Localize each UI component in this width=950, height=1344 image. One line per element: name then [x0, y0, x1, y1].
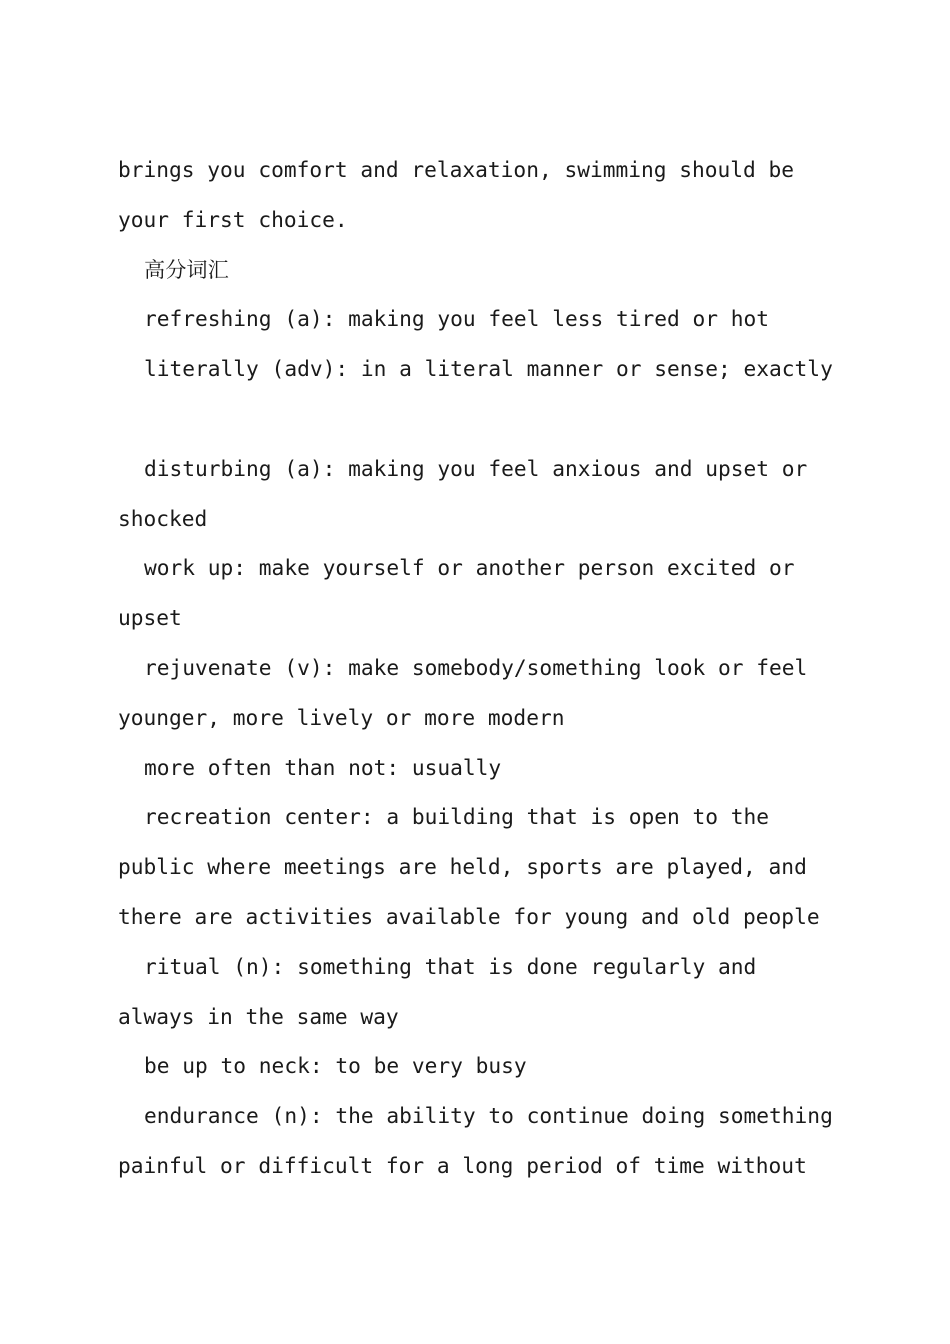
paragraph-line: your first choice. — [118, 206, 348, 232]
vocab-entry-work-up: work up: make yourself or another person excited or — [144, 555, 795, 581]
vocab-entry-recreation-center: recreation center: a building that is open to the — [144, 804, 770, 830]
vocab-entry-more-often: more often than not: usually — [144, 754, 502, 780]
vocab-entry-refreshing: refreshing (a): making you feel less tired or hot — [144, 306, 770, 332]
vocab-entry-endurance-cont: painful or difficult for a long period of time without — [118, 1152, 807, 1178]
vocab-entry-disturbing: disturbing (a): making you feel anxious and upset or — [144, 455, 808, 481]
vocab-entry-ritual-cont: always in the same way — [118, 1003, 399, 1029]
document-body — [118, 145, 838, 1191]
vocabulary-heading: 高分词汇 — [144, 256, 229, 282]
vocab-entry-ritual: ritual (n): something that is done regularly and — [144, 953, 757, 979]
paragraph-line: brings you comfort and relaxation, swimming should be — [118, 157, 795, 182]
vocab-entry-endurance: endurance (n): the ability to continue doing something — [144, 1103, 833, 1129]
vocab-entry-up-to-neck: be up to neck: to be very busy — [144, 1053, 527, 1079]
vocab-entry-work-up-cont: upset — [118, 605, 182, 631]
vocab-entry-rejuvenate: rejuvenate (v): make somebody/something look or feel — [144, 654, 808, 680]
vocab-entry-recreation-center-cont: there are activities available for young and old people — [118, 903, 820, 929]
vocab-entry-literally: literally (adv): in a literal manner or sense; exactly — [144, 356, 833, 382]
vocab-entry-recreation-center-cont: public where meetings are held, sports are played, and — [118, 854, 807, 880]
blank-line — [118, 394, 838, 444]
vocab-entry-rejuvenate-cont: younger, more lively or more modern — [118, 704, 565, 730]
vocab-entry-disturbing-cont: shocked — [118, 505, 208, 531]
